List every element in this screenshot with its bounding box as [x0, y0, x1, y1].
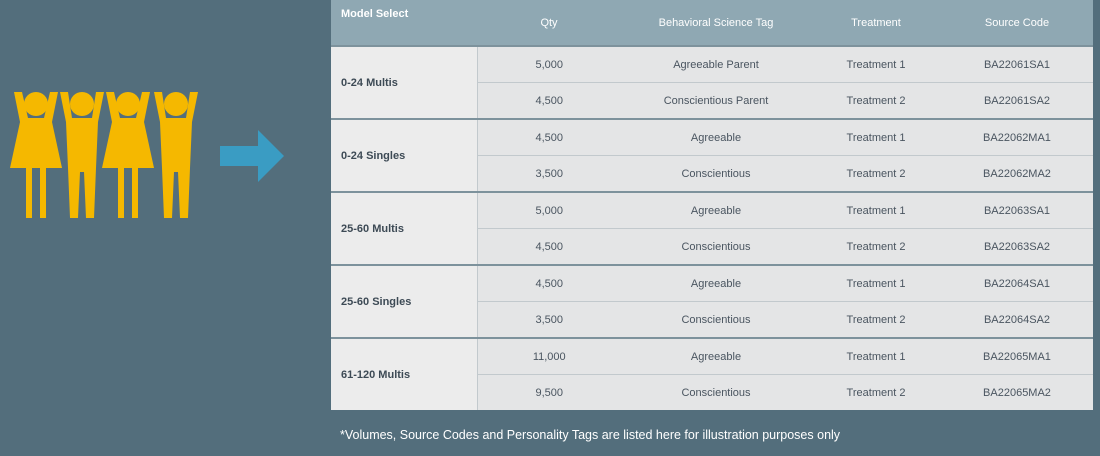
header-source-code: Source Code: [941, 0, 1093, 46]
treatment-cell: Treatment 2: [811, 375, 941, 411]
qty-cell: 5,000: [477, 46, 621, 83]
tag-cell: Agreeable: [621, 192, 811, 229]
source-code-cell: BA22061SA1: [941, 46, 1093, 83]
source-code-cell: BA22064SA2: [941, 302, 1093, 339]
tag-cell: Agreeable: [621, 338, 811, 375]
qty-cell: 4,500: [477, 265, 621, 302]
table-row: [331, 119, 1093, 156]
model-name-cell: 0-24 Singles: [331, 119, 477, 192]
qty-cell: 4,500: [477, 83, 621, 120]
model-name-cell: 0-24 Multis: [331, 46, 477, 119]
model-name-cell: 25-60 Singles: [331, 265, 477, 338]
tag-cell: Conscientious: [621, 229, 811, 266]
table-row: [331, 46, 1093, 83]
source-code-cell: BA22065MA1: [941, 338, 1093, 375]
tag-cell: Conscientious: [621, 375, 811, 411]
tag-cell: Conscientious: [621, 156, 811, 193]
qty-cell: 4,500: [477, 229, 621, 266]
right-arrow-icon: [220, 128, 286, 184]
model-name-cell: 25-60 Multis: [331, 192, 477, 265]
header-treatment: Treatment: [811, 0, 941, 46]
model-name-cell: 61-120 Multis: [331, 338, 477, 410]
source-code-cell: BA22064SA1: [941, 265, 1093, 302]
treatment-cell: Treatment 2: [811, 229, 941, 266]
qty-cell: 3,500: [477, 156, 621, 193]
model-table: [331, 0, 1093, 410]
tag-cell: Agreeable: [621, 265, 811, 302]
table-row: [331, 338, 1093, 375]
treatment-cell: Treatment 2: [811, 156, 941, 193]
source-code-cell: BA22063SA1: [941, 192, 1093, 229]
qty-cell: 9,500: [477, 375, 621, 411]
source-code-cell: BA22063SA2: [941, 229, 1093, 266]
tag-cell: Conscientious: [621, 302, 811, 339]
table-row: [331, 192, 1093, 229]
treatment-cell: Treatment 1: [811, 192, 941, 229]
table-row: [331, 265, 1093, 302]
qty-cell: 3,500: [477, 302, 621, 339]
header-tag: Behavioral Science Tag: [621, 0, 811, 46]
source-code-cell: BA22061SA2: [941, 83, 1093, 120]
qty-cell: 11,000: [477, 338, 621, 375]
qty-cell: 5,000: [477, 192, 621, 229]
treatment-cell: Treatment 1: [811, 338, 941, 375]
header-model-select: Model Select: [331, 0, 477, 46]
tag-cell: Agreeable Parent: [621, 46, 811, 83]
qty-cell: 4,500: [477, 119, 621, 156]
people-group-icon: [10, 88, 202, 222]
footnote: *Volumes, Source Codes and Personality Tags are listed here for illustration purposes only: [340, 428, 841, 442]
treatment-cell: Treatment 2: [811, 83, 941, 120]
header-qty: Qty: [477, 0, 621, 46]
tag-cell: Conscientious Parent: [621, 83, 811, 120]
treatment-cell: Treatment 1: [811, 265, 941, 302]
source-code-cell: BA22065MA2: [941, 375, 1093, 411]
source-code-cell: BA22062MA1: [941, 119, 1093, 156]
treatment-cell: Treatment 2: [811, 302, 941, 339]
source-code-cell: BA22062MA2: [941, 156, 1093, 193]
treatment-cell: Treatment 1: [811, 46, 941, 83]
header-row: [331, 0, 1093, 46]
treatment-cell: Treatment 1: [811, 119, 941, 156]
tag-cell: Agreeable: [621, 119, 811, 156]
